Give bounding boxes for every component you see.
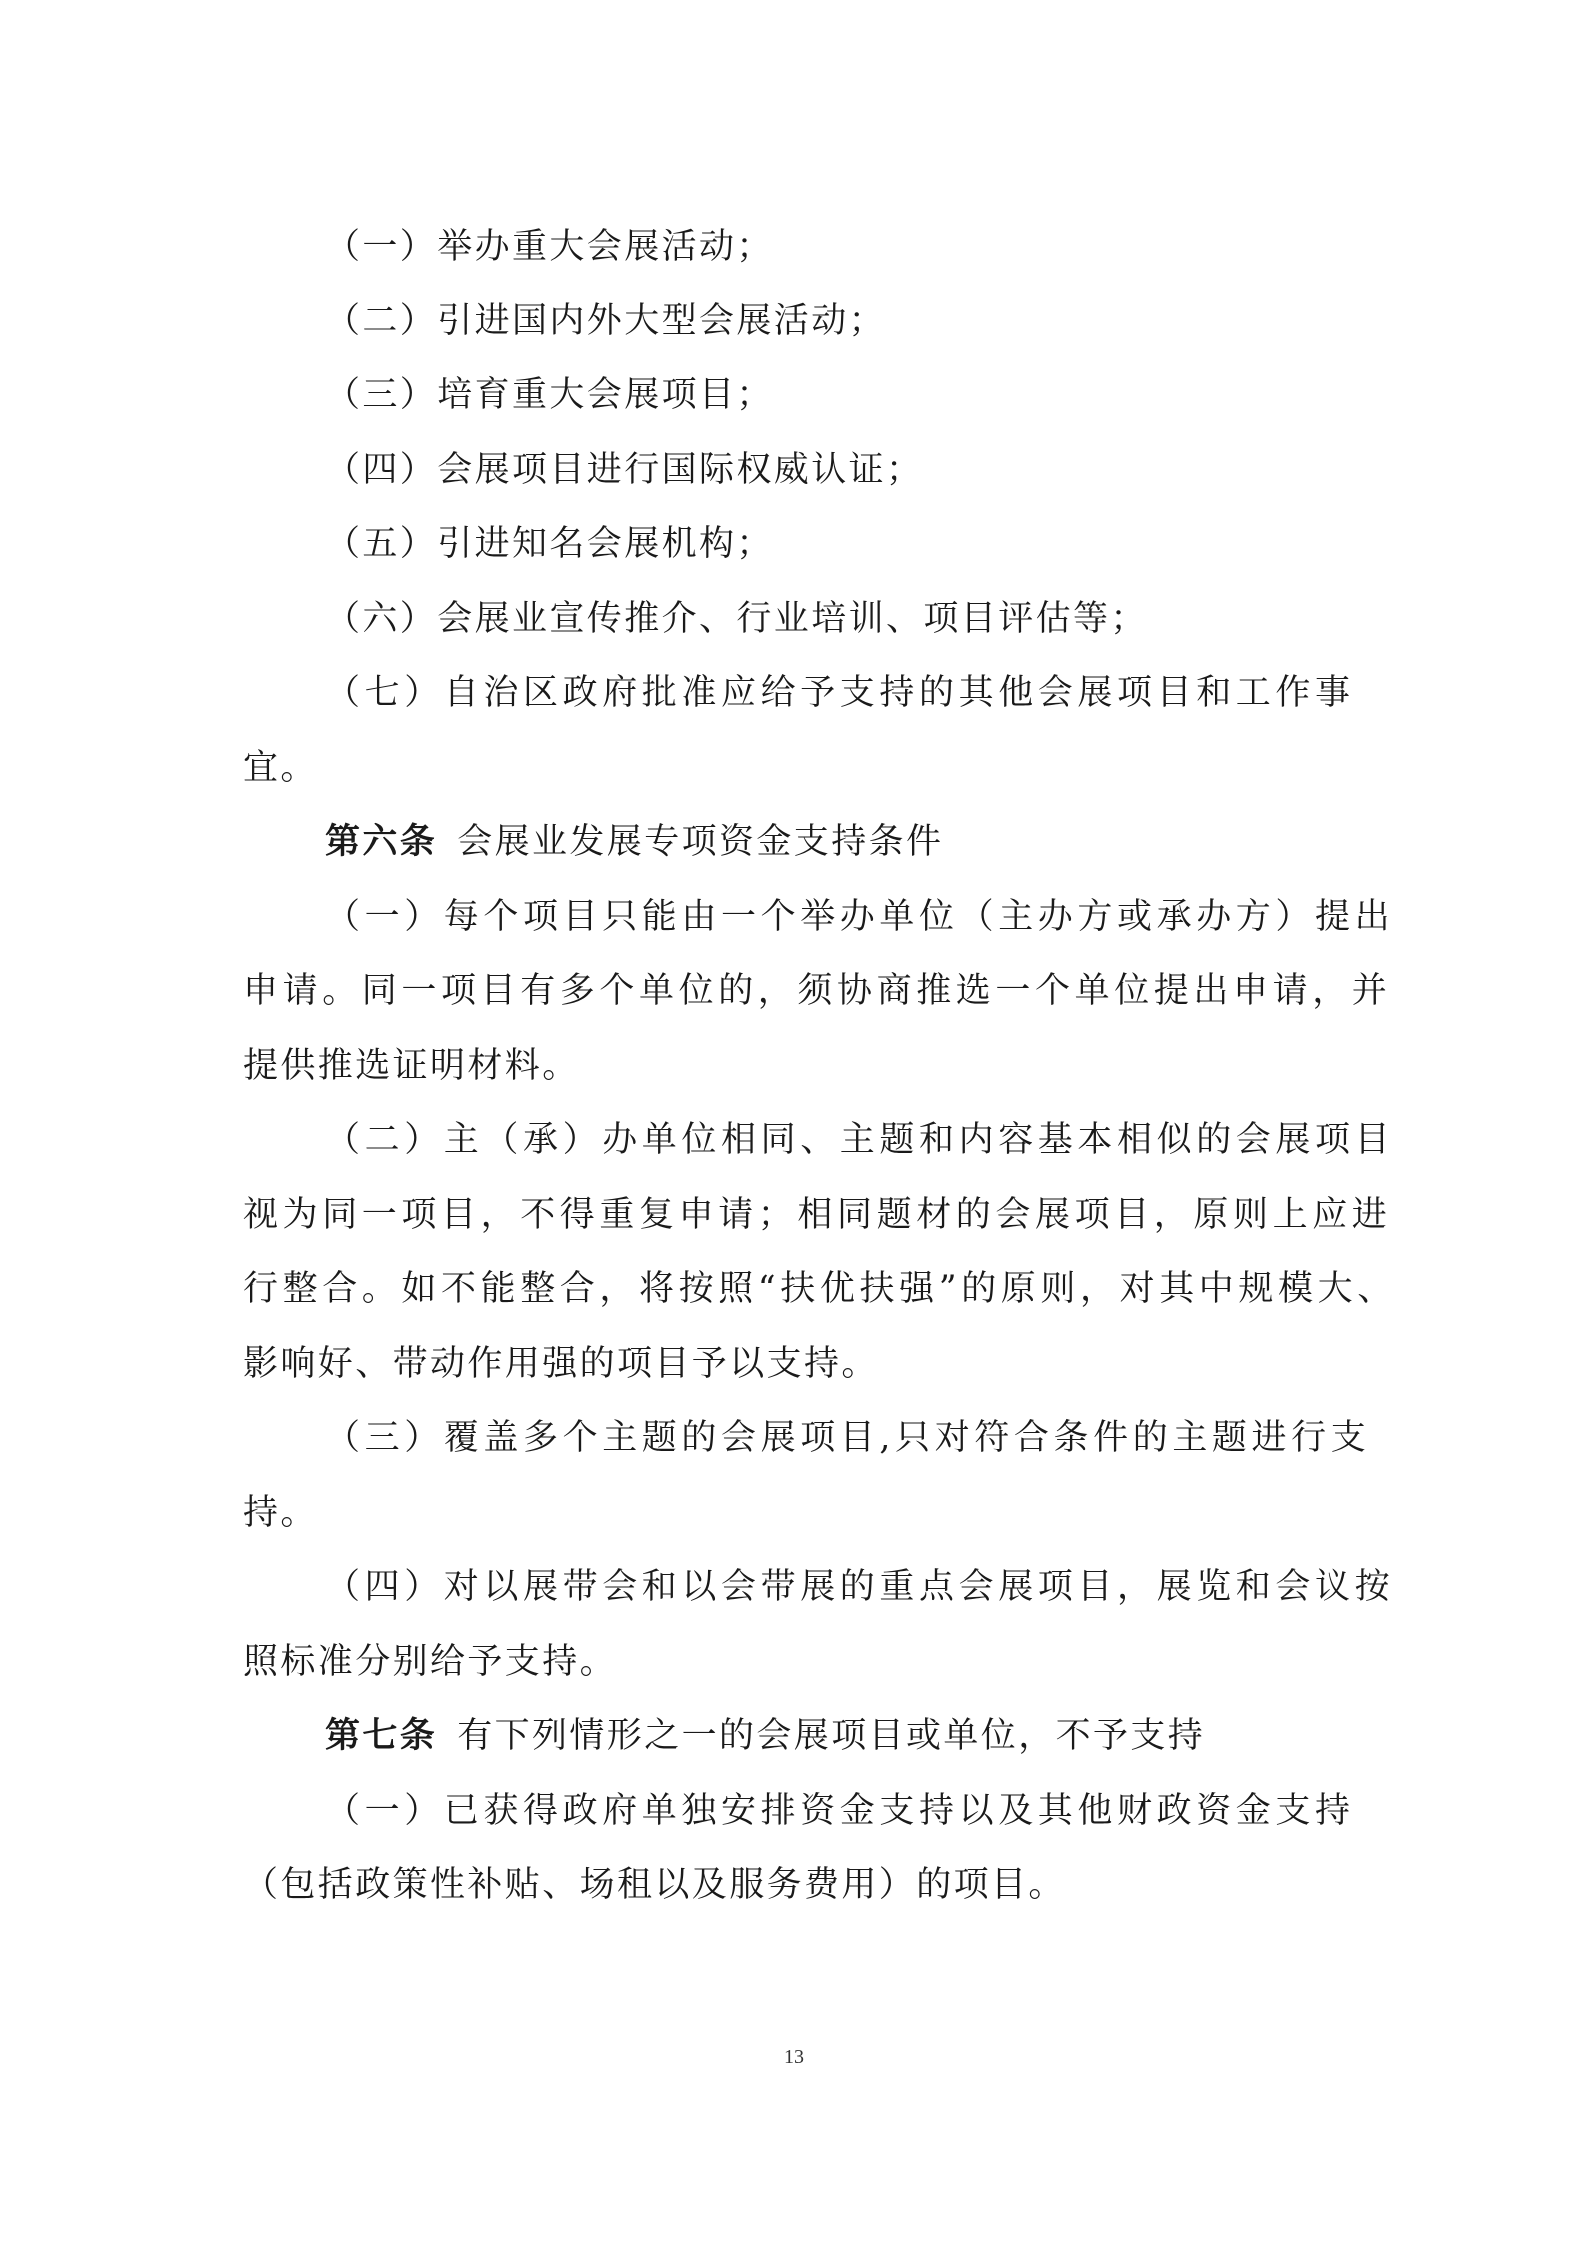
paragraph-line: 提供推选证明材料。	[243, 1046, 580, 1086]
paragraph-line: 照标准分别给予支持。	[243, 1642, 618, 1682]
page-number: 13	[784, 2046, 804, 2068]
article-7-title: 有下列情形之一的会展项目或单位，不予支持	[457, 1716, 1206, 1756]
list-item-5: （五）引进知名会展机构；	[325, 524, 774, 564]
paragraph-line: 行整合。如不能整合，将按照“扶优扶强”的原则，对其中规模大、	[243, 1269, 1397, 1309]
paragraph-line: 持。	[243, 1493, 318, 1533]
paragraph-line: 申请。同一项目有多个单位的，须协商推选一个单位提出申请，并	[243, 971, 1392, 1011]
article-6-label: 第六条	[325, 821, 438, 862]
list-item-6: （六）会展业宣传推介、行业培训、项目评估等；	[325, 599, 1148, 639]
article-6-heading	[325, 819, 1435, 865]
paragraph-line: （四）对以展带会和以会带展的重点会展项目，展览和会议按	[325, 1567, 1395, 1607]
article-7-heading	[325, 1713, 1435, 1759]
list-item-4: （四）会展项目进行国际权威认证；	[325, 450, 924, 490]
paragraph-line: （一）每个项目只能由一个举办单位（主办方或承办方）提出	[325, 897, 1395, 937]
list-item-2: （二）引进国内外大型会展活动；	[325, 301, 887, 341]
paragraph-line: 视为同一项目，不得重复申请；相同题材的会展项目，原则上应进	[243, 1195, 1392, 1235]
paragraph-line: （包括政策性补贴、场租以及服务费用）的项目。	[243, 1865, 1066, 1905]
list-item-3: （三）培育重大会展项目；	[325, 375, 774, 415]
article-7-label: 第七条	[325, 1715, 438, 1756]
paragraph-line: （一）已获得政府单独安排资金支持以及其他财政资金支持	[325, 1791, 1355, 1831]
list-item-1: （一）举办重大会展活动；	[325, 227, 774, 267]
paragraph-line: （三）覆盖多个主题的会展项目,只对符合条件的主题进行支	[325, 1418, 1371, 1458]
list-item-7-continued: 宜。	[243, 748, 318, 788]
paragraph-line: （二）主（承）办单位相同、主题和内容基本相似的会展项目	[325, 1120, 1395, 1160]
list-item-7: （七）自治区政府批准应给予支持的其他会展项目和工作事	[325, 673, 1355, 713]
article-6-title: 会展业发展专项资金支持条件	[457, 822, 944, 862]
paragraph-line: 影响好、带动作用强的项目予以支持。	[243, 1344, 879, 1384]
